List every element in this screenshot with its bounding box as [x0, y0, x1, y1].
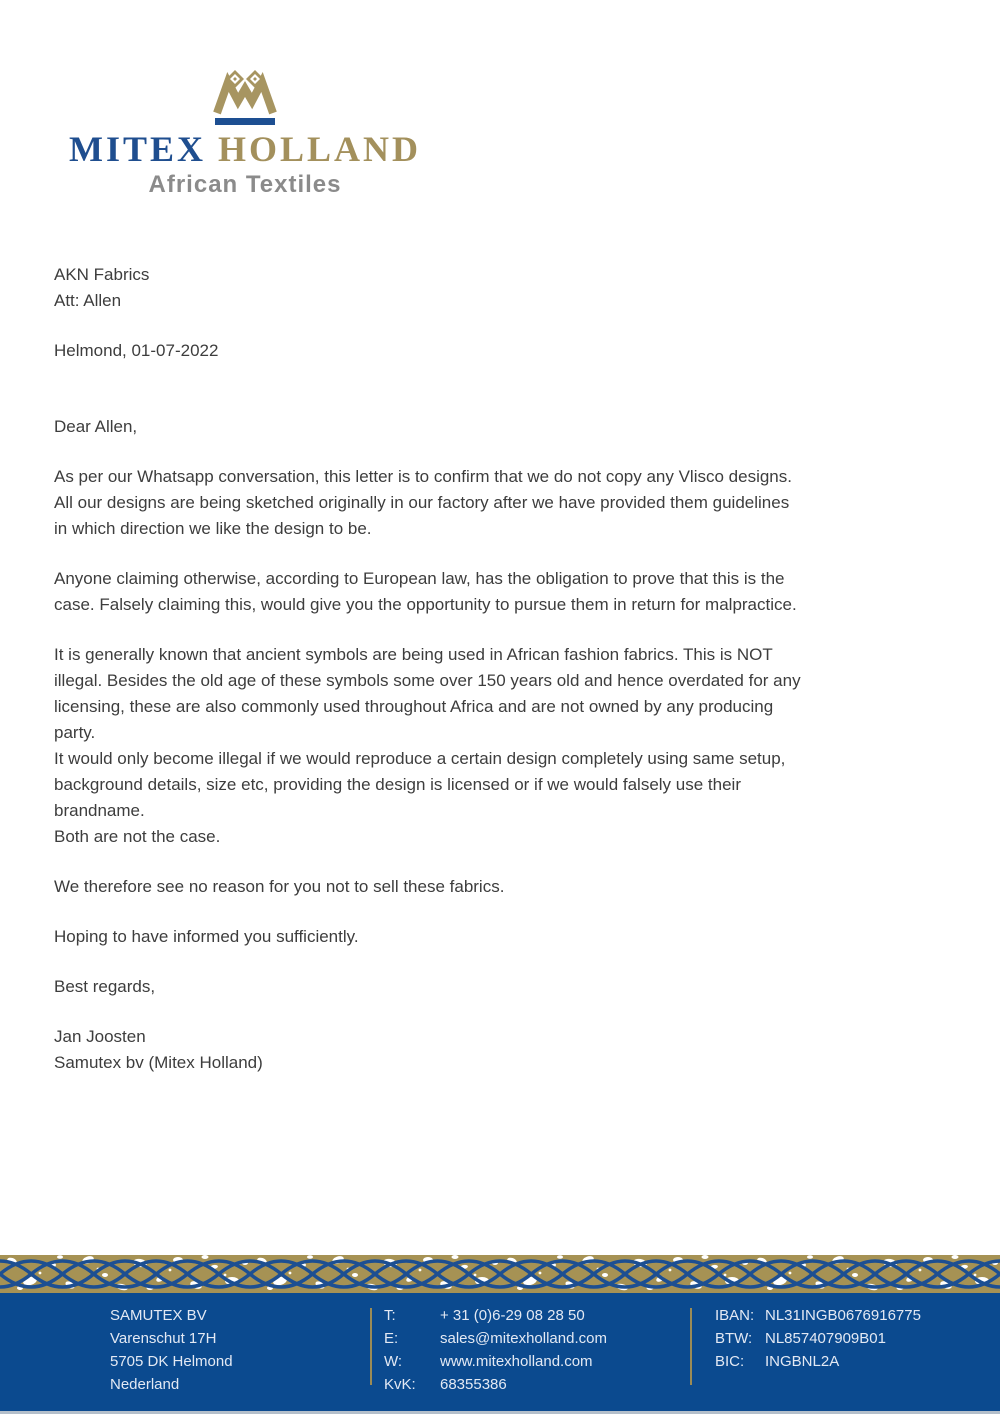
- letter-line: Hoping to have informed you sufficiently.: [54, 927, 359, 946]
- bic-code: INGBNL2A: [765, 1353, 840, 1370]
- letter-paragraph: [54, 924, 934, 950]
- footer-country: Nederland: [110, 1376, 180, 1393]
- letter-line: case. Falsely claiming this, would give you the opportunity to pursue them in return for malpractice.: [54, 595, 797, 614]
- salutation: Dear Allen,: [54, 417, 138, 436]
- recipient-line: Att: Allen: [54, 291, 122, 310]
- recipient-block: [54, 262, 934, 314]
- company-logo: [65, 68, 425, 199]
- iban-number: NL31INGB0676916775: [765, 1307, 921, 1324]
- letter-line: licensing, these are also commonly used throughout Africa and are not owned by any producing: [54, 697, 774, 716]
- footer: [0, 1293, 1000, 1411]
- brand-name-mitex: MITEX: [68, 129, 206, 169]
- letter-line: As per our Whatsapp conversation, this letter is to confirm that we do not copy any Vlisco designs.: [54, 467, 792, 486]
- footer-kvk-row: KvK: 68355386: [384, 1373, 607, 1396]
- recipient-line: AKN Fabrics: [54, 265, 150, 284]
- letter-body: [54, 262, 934, 1100]
- brand-name-holland: HOLLAND: [217, 129, 422, 169]
- footer-contact: [384, 1304, 607, 1396]
- footer-divider: [690, 1308, 692, 1385]
- letter-line: brandname.: [54, 801, 145, 820]
- brand-name: [65, 130, 425, 168]
- letter-line: party.: [54, 723, 96, 742]
- letter-line: illegal. Besides the old age of these symbols some over 150 years old and hence overdated for any: [54, 671, 801, 690]
- kvk-number: 68355386: [440, 1376, 507, 1393]
- letter-paragraph: [54, 464, 934, 542]
- brand-tagline: African Textiles: [148, 171, 342, 198]
- letter-line: It would only become illegal if we would reproduce a certain design completely using same setup,: [54, 749, 786, 768]
- letter-line: All our designs are being sketched originally in our factory after we have provided them guidelines: [54, 493, 790, 512]
- letter-paragraph: [54, 566, 934, 618]
- letter-line: Both are not the case.: [54, 827, 221, 846]
- footer-street: Varenschut 17H: [110, 1330, 217, 1347]
- phone-number: + 31 (0)6-29 08 28 50: [440, 1307, 585, 1324]
- letter-line: Anyone claiming otherwise, according to European law, has the obligation to prove that this is the: [54, 569, 785, 588]
- letter-paragraph: [54, 874, 934, 900]
- email-address: sales@mitexholland.com: [440, 1330, 607, 1347]
- date-line: Helmond, 01-07-2022: [54, 341, 219, 360]
- crown-icon: [65, 68, 425, 126]
- textile-pattern-band: [0, 1255, 1000, 1293]
- footer-postal-city: 5705 DK Helmond: [110, 1353, 233, 1370]
- footer-bic-row: BIC: INGBNL2A: [715, 1350, 921, 1373]
- letter-paragraph: [54, 642, 934, 850]
- signature-block: [54, 1024, 934, 1076]
- signature-name: Jan Joosten: [54, 1027, 146, 1046]
- bottom-edge-strip: [0, 1411, 1000, 1414]
- letter-line: background details, size etc, providing the design is licensed or if we would falsely use their: [54, 775, 741, 794]
- letter-line: We therefore see no reason for you not to sell these fabrics.: [54, 877, 505, 896]
- letter-line: Best regards,: [54, 977, 156, 996]
- btw-number: NL857407909B01: [765, 1330, 886, 1347]
- letter-line: in which direction we like the design to be.: [54, 519, 372, 538]
- footer-address: [110, 1304, 233, 1396]
- signature-company: Samutex bv (Mitex Holland): [54, 1053, 263, 1072]
- footer-divider: [370, 1308, 372, 1385]
- website-url: www.mitexholland.com: [440, 1353, 593, 1370]
- footer-bank-details: [715, 1304, 921, 1373]
- footer-website-row: W: www.mitexholland.com: [384, 1350, 607, 1373]
- footer-btw-row: BTW: NL857407909B01: [715, 1327, 921, 1350]
- footer-phone-row: T: + 31 (0)6-29 08 28 50: [384, 1304, 607, 1327]
- letter-line: It is generally known that ancient symbols are being used in African fashion fabrics. This is NOT: [54, 645, 773, 664]
- footer-iban-row: IBAN: NL31INGB0676916775: [715, 1304, 921, 1327]
- footer-email-row: E: sales@mitexholland.com: [384, 1327, 607, 1350]
- footer-company-name: SAMUTEX BV: [110, 1307, 207, 1324]
- closing: [54, 974, 934, 1000]
